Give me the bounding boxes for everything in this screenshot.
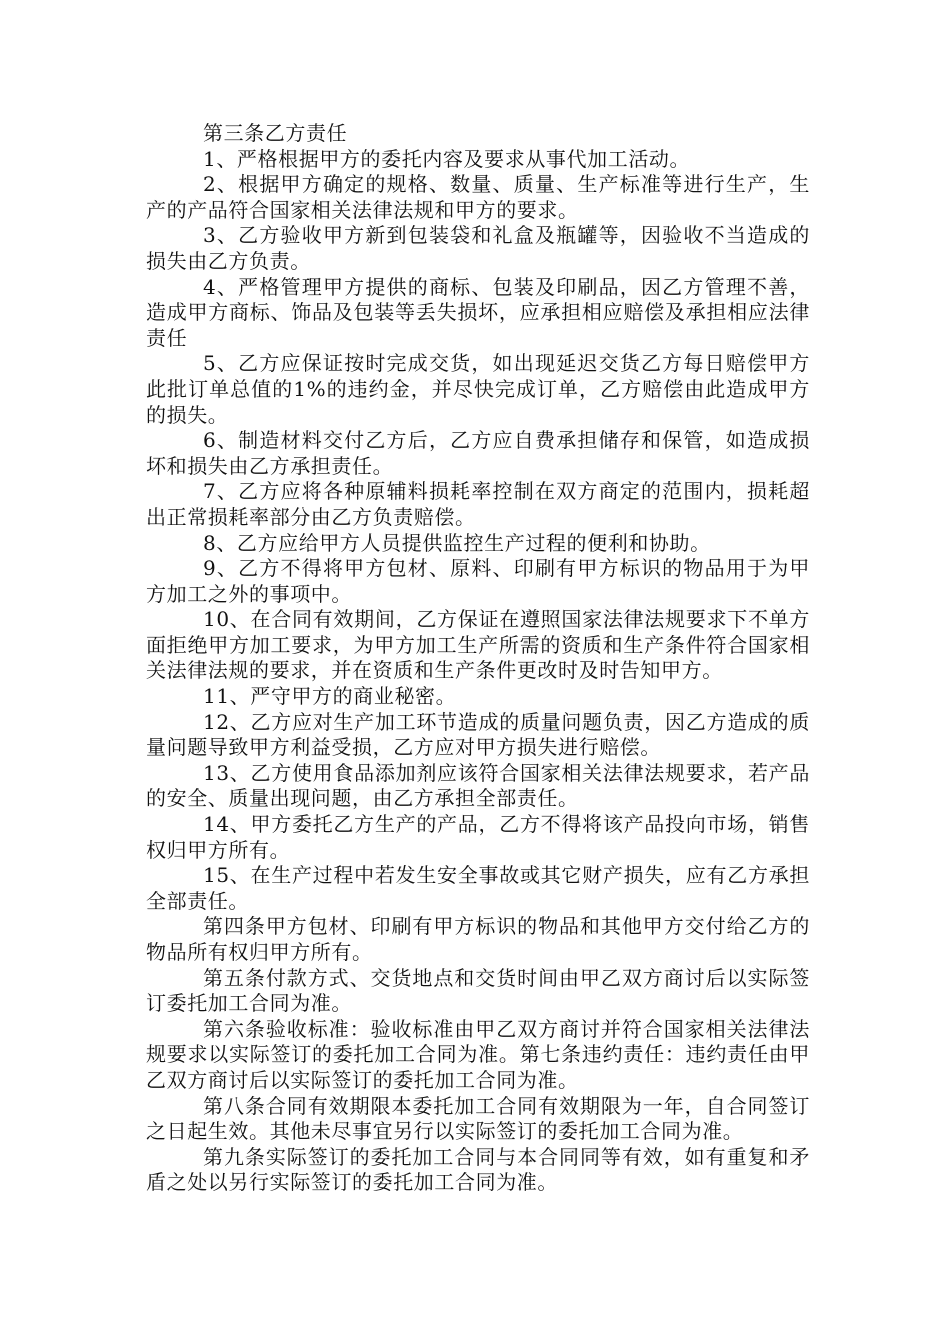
clause-1: 1、严格根据甲方的委托内容及要求从事代加工活动。: [203, 146, 691, 171]
clause-7: 7、乙方应将各种原辅料损耗率控制在双方商定的范围内，损耗超出正常损耗率部分由乙方负责赔偿。: [146, 479, 810, 529]
clause-2: 2、根据甲方确定的规格、数量、质量、生产标准等进行生产，生产的产品符合国家相关法律法规和甲方的要求。: [146, 172, 810, 222]
article-6-7: 第六条验收标准：验收标准由甲乙双方商讨并符合国家相关法律法规要求以实际签订的委托加工合同为准。第七条违约责任：违约责任由甲乙双方商讨后以实际签订的委托加工合同为准。: [146, 1016, 810, 1092]
clause-12: 12、乙方应对生产加工环节造成的质量问题负责，因乙方造成的质量问题导致甲方利益受损，乙方应对甲方损失进行赔偿。: [146, 709, 810, 760]
article-3-heading: 第三条乙方责任: [203, 121, 348, 145]
article-8: 第八条合同有效期限本委托加工合同有效期限为一年，自合同签订之日起生效。其他未尽事宜另行以实际签订的委托加工合同为准。: [146, 1093, 810, 1144]
clause-8: 8、乙方应给甲方人员提供监控生产过程的便利和协助。: [203, 530, 711, 555]
clause-5: 5、乙方应保证按时完成交货，如出现延迟交货乙方每日赔偿甲方此批订单总值的1%的违约金，并尽快完成订单，乙方赔偿由此造成甲方的损失。: [146, 351, 810, 427]
article-9: 第九条实际签订的委托加工合同与本合同同等有效，如有重复和矛盾之处以另行实际签订的委托加工合同为准。: [146, 1144, 810, 1195]
clause-14: 14、甲方委托乙方生产的产品，乙方不得将该产品投向市场，销售权归甲方所有。: [146, 812, 810, 862]
clause-11: 11、严守甲方的商业秘密。: [203, 684, 457, 709]
article-5: 第五条付款方式、交货地点和交货时间由甲乙双方商讨后以实际签订委托加工合同为准。: [146, 965, 810, 1016]
clause-9: 9、乙方不得将甲方包材、原料、印刷有甲方标识的物品用于为甲方加工之外的事项中。: [146, 556, 810, 606]
clause-3: 3、乙方验收甲方新到包装袋和礼盒及瓶罐等，因验收不当造成的损失由乙方负责。: [146, 223, 810, 273]
clause-4: 4、严格管理甲方提供的商标、包装及印刷品，因乙方管理不善，造成甲方商标、饰品及包装等丢失损坏，应承担相应赔偿及承担相应法律责任: [146, 274, 810, 350]
clause-13: 13、乙方使用食品添加剂应该符合国家相关法律法规要求，若产品的安全、质量出现问题，由乙方承担全部责任。: [146, 760, 810, 811]
clause-10: 10、在合同有效期间，乙方保证在遵照国家法律法规要求下不单方面拒绝甲方加工要求，为甲方加工生产所需的资质和生产条件符合国家相关法律法规的要求，并在资质和生产条件更改时及时告知甲方。: [146, 607, 810, 683]
document-body: [146, 121, 810, 1196]
article-4: 第四条甲方包材、印刷有甲方标识的物品和其他甲方交付给乙方的物品所有权归甲方所有。: [146, 914, 810, 964]
clause-15: 15、在生产过程中若发生安全事故或其它财产损失，应有乙方承担全部责任。: [146, 863, 810, 913]
clause-6: 6、制造材料交付乙方后，乙方应自费承担储存和保管，如造成损坏和损失由乙方承担责任。: [146, 428, 810, 478]
